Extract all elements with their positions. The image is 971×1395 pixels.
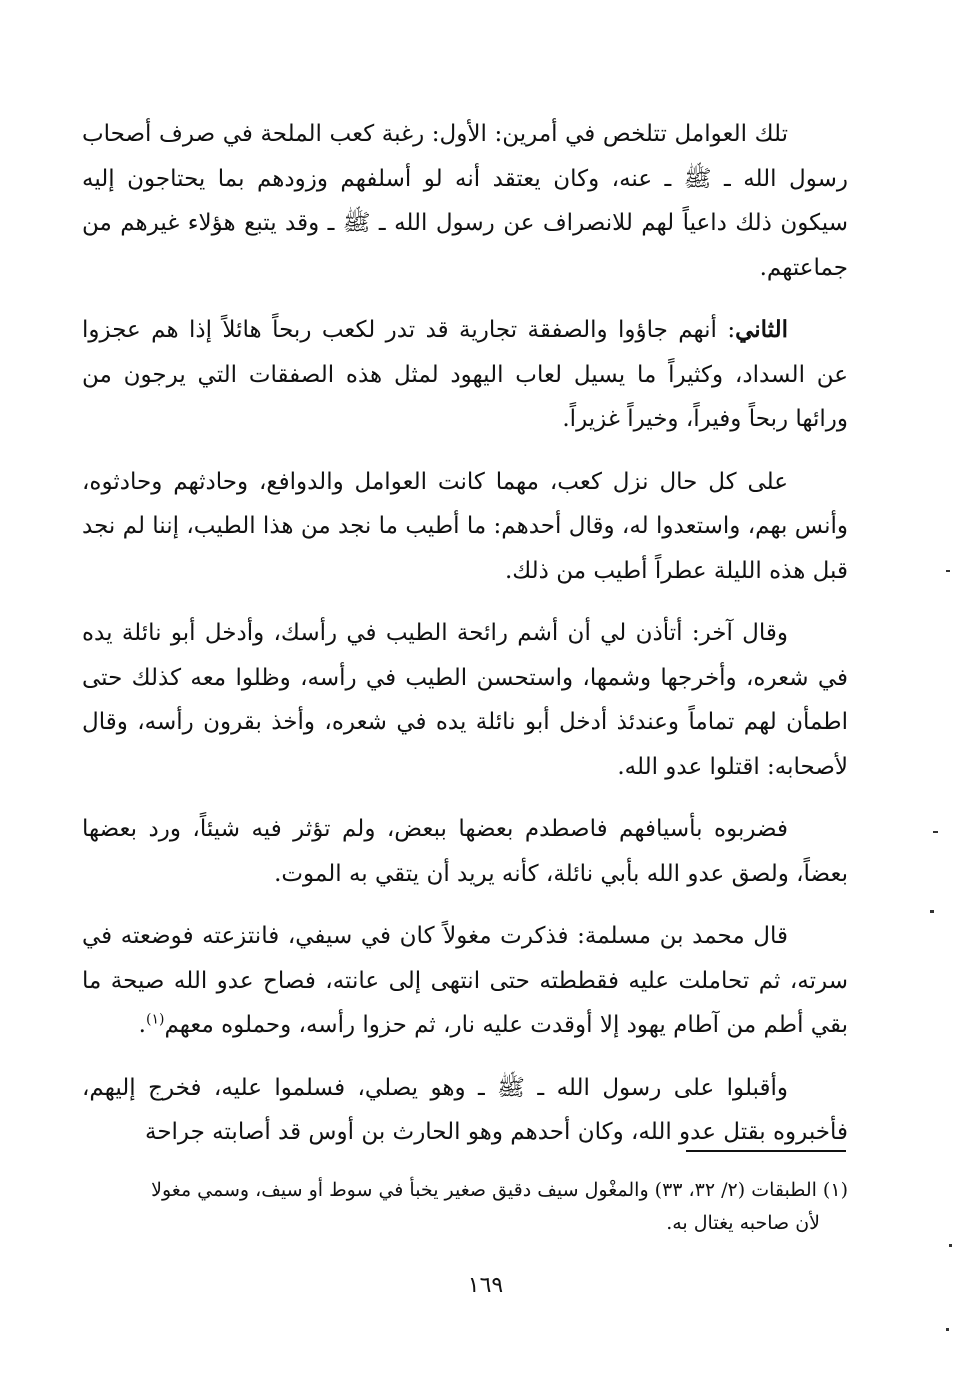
scan-speck <box>949 1244 952 1247</box>
scan-speck <box>946 1328 949 1331</box>
paragraph-6-text: قال محمد بن مسلمة: فذكرت مغولاً كان في سيفي، فانتزعته فوضعته في سرته، ثم تحاملت عليه فقططته حتى انتهى إلى عانته، فصاح عدو الله صيحة ما بقي أطم من آطام يهود إلا أوقدت عليه نار، ثم حزوا رأسه، وحملوه معهم <box>82 923 848 1038</box>
paragraph-1 <box>82 112 848 290</box>
page-number: ١٦٩ <box>467 1273 504 1298</box>
paragraph-7-text: وأقبلوا على رسول الله ـ ﷺ ـ وهو يصلي، فسلموا عليه، فخرج إليهم، فأخبروه بقتل عدو الله، وكان أحدهم وهو الحارث بن أوس قد أصابته جراحة <box>82 1074 848 1145</box>
paragraph-3-text: على كل حال نزل كعب، مهما كانت العوامل والدوافع، وحادثهم وحادثوه، وأنس بهم، واستعدوا له، وقال أحدهم: ما أطيب ما نجد من هذا الطيب، إننا لم نجد قبل هذه الليلة عطراً أطيب من ذلك. <box>82 468 848 584</box>
scan-speck <box>933 831 938 833</box>
footnote-line-1: (١) الطبقات (٢/ ٣٢، ٣٣) والمغْول سيف دقيق صغير يخبأ في سوط أو سيف، وسمي مغولا <box>151 1179 848 1201</box>
paragraph-5 <box>82 807 848 896</box>
paragraph-1-text: تلك العوامل تتلخص في أمرين: الأول: رغبة كعب الملحة في صرف أصحاب رسول الله ـ ﷺ ـ عنه، وكان يعتقد أنه لو أسلفهم وزودهم بما يحتاجون إليه سيكون ذلك داعياً لهم للانصراف عن رسول الله ـ ﷺ ـ وقد يتبع هؤلاء غيرهم من جماعتهم. <box>82 121 848 281</box>
paragraph-2-text: : أنهم جاؤوا والصفقة تجارية قد تدر لكعب ربحاً هائلاً إذا هم عجزوا عن السداد، وكثيراً ما يسيل لعاب اليهود لمثل هذه الصفقات التي يرجون من ورائها ربحاً وفيراً، وخيراً غزيراً. <box>82 317 848 432</box>
paragraph-6 <box>82 914 848 1048</box>
scan-speck <box>930 910 934 913</box>
paragraph-4-text: وقال آخر: أتأذن لي أن أشم رائحة الطيب في رأسك، وأدخل أبو نائلة يده في شعره، وأخرجها وشمها، واستحسن الطيب في رأسه، وظلوا معه كذلك حتى اطمأن لهم تماماً وعندئذ أدخل أبو نائلة يده في شعره، وأخذ بقرون رأسه، وقال لأصحابه: اقتلوا عدو الله. <box>82 620 849 780</box>
paragraph-4 <box>82 611 848 789</box>
footnote-reference[interactable]: (١) <box>145 1011 165 1028</box>
footnote-line-2: لأن صاحبه يغتال به. <box>666 1212 820 1234</box>
paragraph-7 <box>82 1066 848 1155</box>
paragraph-3 <box>82 460 848 594</box>
paragraph-2-lead: الثاني <box>735 316 788 343</box>
body-text <box>82 112 848 1173</box>
footnote <box>82 1174 848 1240</box>
footnote-separator <box>686 1150 846 1152</box>
paragraph-5-text: فضربوه بأسيافهم فاصطدم بعضها ببعض، ولم تؤثر فيه شيئاً، ورد بعضها بعضاً، ولصق عدو الله بأبي نائلة، كأنه يريد أن يتقي به الموت. <box>82 816 848 887</box>
paragraph-2 <box>82 308 848 442</box>
scan-speck <box>946 570 950 572</box>
paragraph-6-tail: . <box>138 1012 146 1038</box>
